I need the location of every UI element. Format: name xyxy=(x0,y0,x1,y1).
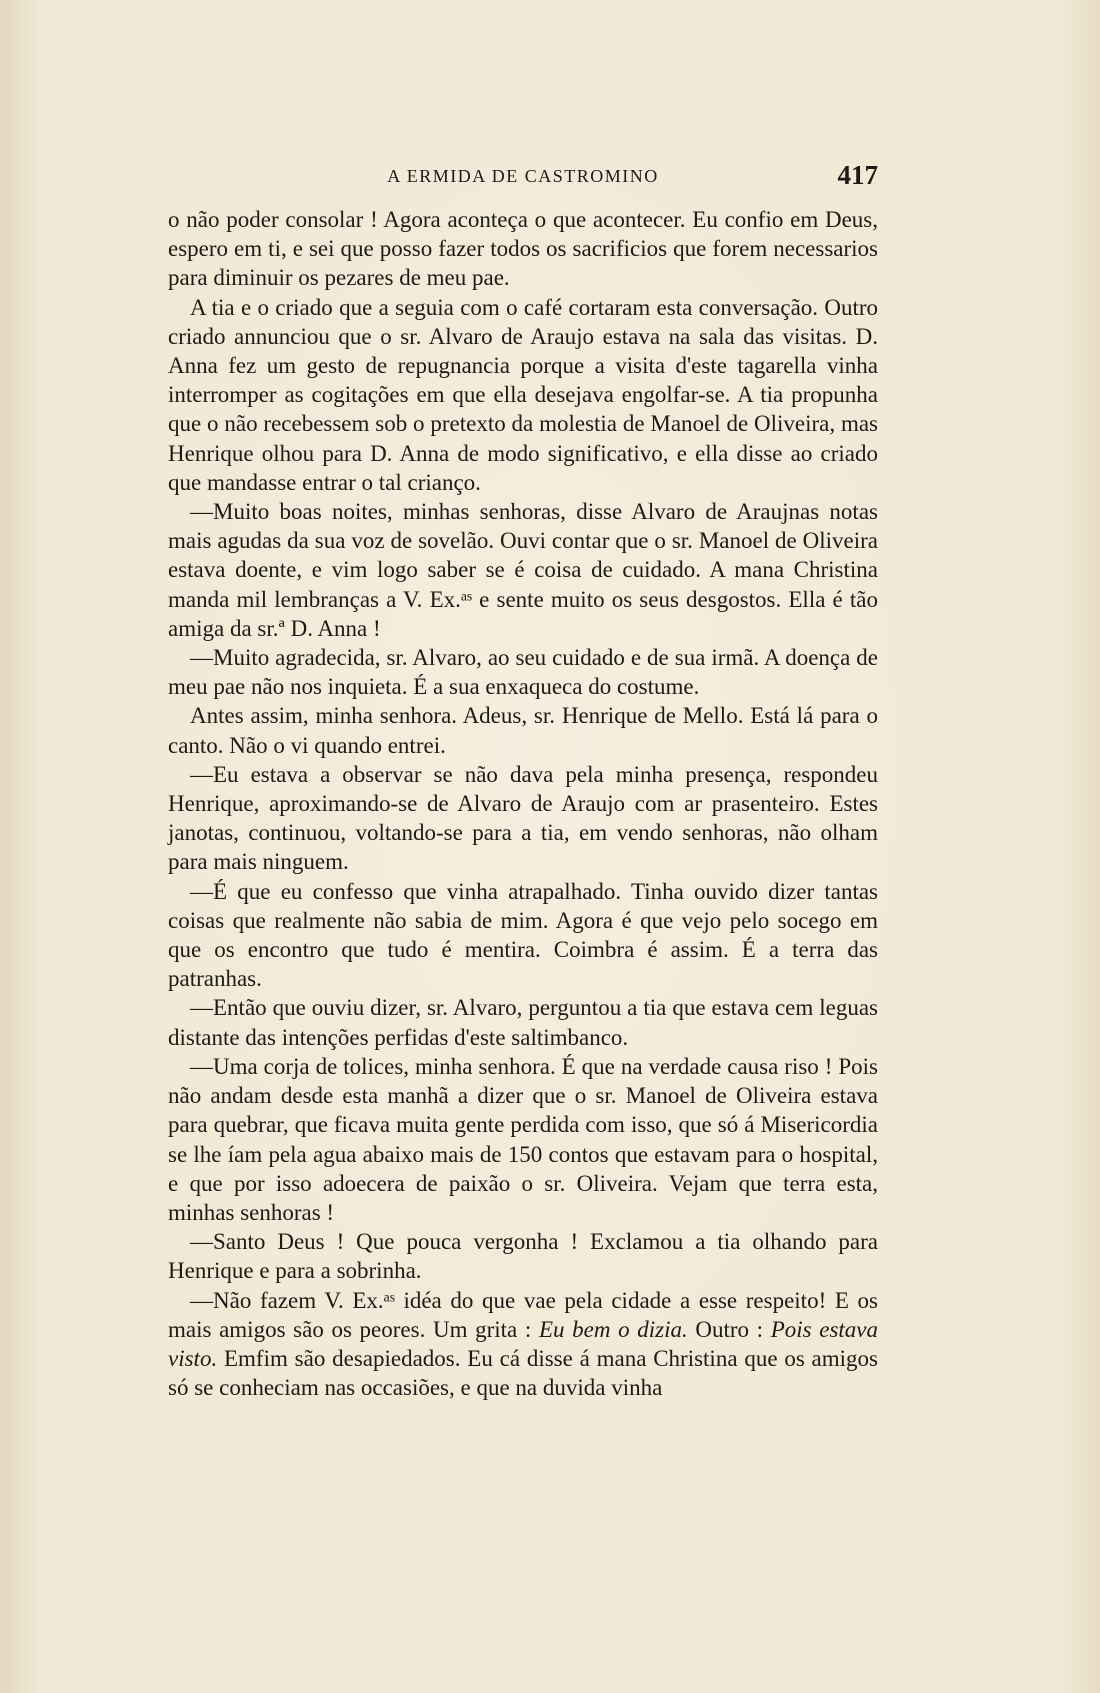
page-number: 417 xyxy=(837,160,878,190)
paragraph: o não poder consolar ! Agora aconteça o que acontecer. Eu confio em Deus, espero em ti, e sei que posso fazer todos os sacrificios que forem necessarios para diminuir os pezares de meu pae. xyxy=(168,207,878,291)
text-run: Emfim são desapiedados. Eu cá disse á mana Christina que os amigos só se conheciam nas occasiões, e que na duvida vinha xyxy=(168,1345,878,1401)
paragraph: —É que eu confesso que vinha atrapalhado. Tinha ouvido dizer tantas coisas que realmente não sabia de mim. Agora é que vejo pelo socego em que os encontro que tudo é mentira. Coimbra é assim. É a terra das patranhas. xyxy=(168,878,878,992)
running-title: A ERMIDA DE CASTROMINO xyxy=(387,166,659,186)
page-header xyxy=(168,160,878,194)
paragraph: A tia e o criado que a seguia com o café cortaram esta conversação. Outro criado annunciou que o sr. Alvaro de Araujo estava na sala das visitas. D. Anna fez um gesto de repugnancia porque a visita d'este tagarella vinha interromper as cogitações em que ella desejava engolfar-se. A tia propunha que o não recebessem sob o pretexto da molestia de Manoel de Oliveira, mas Henrique olhou para D. Anna de modo significativo, e ella disse ao criado que mandasse entrar o tal crianço. xyxy=(168,294,878,495)
text-run: Outro : xyxy=(687,1316,771,1342)
paragraph-last xyxy=(168,1286,878,1403)
paragraph: —Uma corja de tolices, minha senhora. É que na verdade causa riso ! Pois não andam desde esta manhã a dizer que o sr. Manoel de Oliveira estava para quebrar, que ficava muita gente perdida com isso, que só á Misericordia se lhe íam pela agua abaixo mais de 150 contos que estavam para o hospital, e que por isso adoecera de paixão o sr. Oliveira. Vejam que terra esta, minhas senhoras ! xyxy=(168,1053,878,1225)
paragraph: —Muito boas noites, minhas senhoras, disse Alvaro de Araujnas notas mais agudas da sua voz de sovelão. Ouvi contar que o sr. Manoel de Oliveira estava doente, e vim logo saber se é coisa de cuidado. A mana Christina manda mil lembranças a V. Ex.ᵃˢ e sente muito os seus desgostos. Ella é tão amiga da sr.ª D. Anna ! xyxy=(168,499,878,641)
body-text xyxy=(168,205,878,1402)
italic-quote: Pois estava visto. xyxy=(168,1316,878,1371)
paragraph: —Então que ouviu dizer, sr. Alvaro, perguntou a tia que estava cem leguas distante das intenções perfidas d'este saltimbanco. xyxy=(168,995,878,1050)
italic-quote: Eu bem o dizia. xyxy=(538,1316,688,1342)
paragraph: —Muito agradecida, sr. Alvaro, ao seu cuidado e de sua irmã. A doença de meu pae não nos inquieta. É a sua enxaqueca do costume. xyxy=(168,645,878,700)
paragraph: —Santo Deus ! Que pouca vergonha ! Exclamou a tia olhando para Henrique e para a sobrinha. xyxy=(168,1229,878,1284)
paragraph: Antes assim, minha senhora. Adeus, sr. Henrique de Mello. Está lá para o canto. Não o vi quando entrei. xyxy=(168,703,878,758)
paragraph: —Eu estava a observar se não dava pela minha presença, respondeu Henrique, aproximando-se de Alvaro de Araujo com ar prasenteiro. Estes janotas, continuou, voltando-se para a tia, em vendo senhoras, não olham para mais ninguem. xyxy=(168,761,878,875)
text-run: —Não fazem V. Ex.ᵃˢ idéa do que vae pela cidade a esse respeito! E os mais amigos são os peores. Um grita : xyxy=(168,1287,878,1342)
